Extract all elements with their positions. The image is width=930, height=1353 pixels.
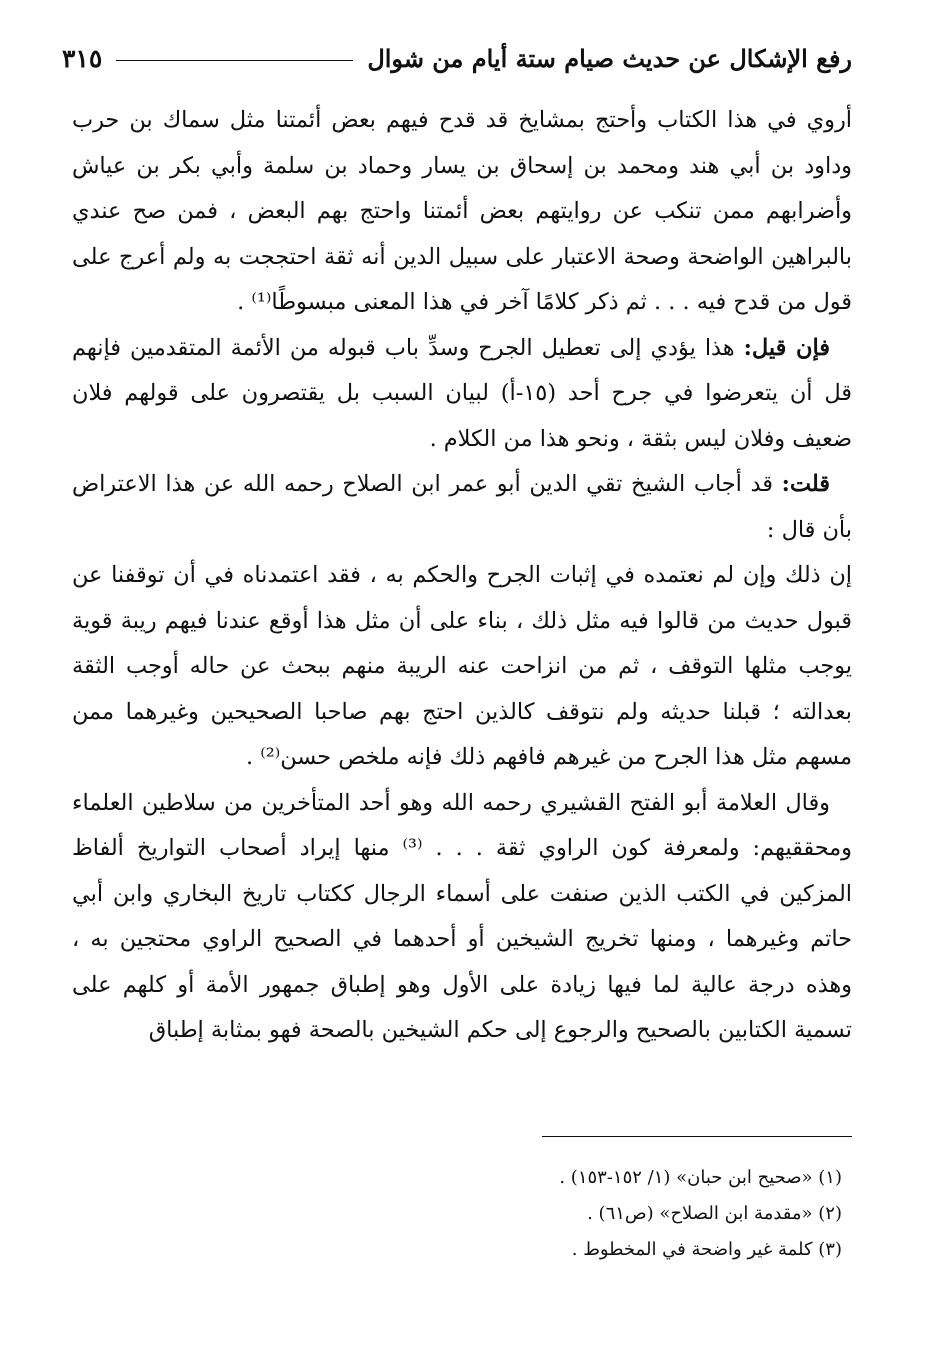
footnote-3: (٣) كلمة غير واضحة في المخطوط . xyxy=(571,1239,842,1260)
paragraph-2-lead: فإن قيل: xyxy=(743,334,830,361)
paragraph-3 xyxy=(72,462,852,553)
paragraph-4: إن ذلك وإن لم نعتمده في إثبات الجرح والحكم به ، فقد اعتمدناه في أن توقفنا عن قبول حديث من قالوا فيه مثل ذلك ، بناء على أن مثل هذا أوقع عندنا فيهم ريبة قوية يوجب مثلها التوقف ، ثم من انزاحت عنه الريبة منهم ببحث عن حاله أوجب الثقة بعدالته ؛ قبلنا حديثه ولم نتوقف كالذين احتج بهم صاحبا الصحيحين وغيرهما ممن مسهم مثل هذا الجرح من غيرهم فافهم ذلك فإنه ملخص حسن⁽²⁾ . xyxy=(72,562,852,770)
page-number: ٣١٥ xyxy=(62,43,103,73)
paragraph-1: أروي في هذا الكتاب وأحتج بمشايخ قد قدح فيهم بعض أئمتنا مثل سماك بن حرب وداود بن أبي هند ومحمد بن إسحاق بن يسار وحماد بن سلمة وأبي بكر بن عياش وأضرابهم ممن تنكب عن روايتهم بعض أئمتنا واحتج بهم البعض ، فمن صح عندي بالبراهين الواضحة وصحة الاعتبار على سبيل الدين أنه ثقة احتججت به ولم أعرج على قول من قدح فيه . . . ثم ذكر كلامًا آخر في هذا المعنى مبسوطًا⁽¹⁾ . xyxy=(72,107,852,315)
footnote-separator xyxy=(542,1136,852,1137)
footnote-1: (١) «صحيح ابن حبان» (١/ ١٥٢-١٥٣) . xyxy=(559,1167,842,1188)
footnotes xyxy=(72,1160,842,1268)
header-rule xyxy=(116,60,353,61)
footnote-2: (٢) «مقدمة ابن الصلاح» (ص٦١) . xyxy=(587,1203,842,1224)
page-header xyxy=(62,40,852,76)
paragraph-2 xyxy=(72,326,852,463)
paragraph-2-text: هذا يؤدي إلى تعطيل الجرح وسدِّ باب قبوله من الأئمة المتقدمين فإنهم قل أن يتعرضوا في جرح أحد (١٥-أ) لبيان السبب بل يقتصرون على قولهم فلان ضعيف وفلان ليس بثقة ، ونحو هذا من الكلام . xyxy=(72,334,852,452)
paragraph-3-lead: قلت: xyxy=(781,471,830,497)
running-title: رفع الإشكال عن حديث صيام ستة أيام من شوال xyxy=(367,43,852,73)
paragraph-3-text: قد أجاب الشيخ تقي الدين أبو عمر ابن الصلاح رحمه الله عن هذا الاعتراض بأن قال : xyxy=(72,471,852,543)
paragraph-5: وقال العلامة أبو الفتح القشيري رحمه الله وهو أحد المتأخرين من سلاطين العلماء ومحققيهم: ولمعرفة كون الراوي ثقة . . . ⁽³⁾ منها إيراد أصحاب التواريخ ألفاظ المزكين في الكتب الذين صنفت على أسماء الرجال ككتاب تاريخ البخاري وابن أبي حاتم وغيرهما ، ومنها تخريج الشيخين أو أحدهما في الصحيح الراوي محتجين به ، وهذه درجة عالية لما فيها زيادة على الأول وهو إطباق جمهور الأمة أو كلهم على تسمية الكتابين بالصحيح والرجوع إلى حكم الشيخين بالصحة فهو بمثابة إطباق xyxy=(72,789,852,1043)
main-text xyxy=(72,98,852,1054)
